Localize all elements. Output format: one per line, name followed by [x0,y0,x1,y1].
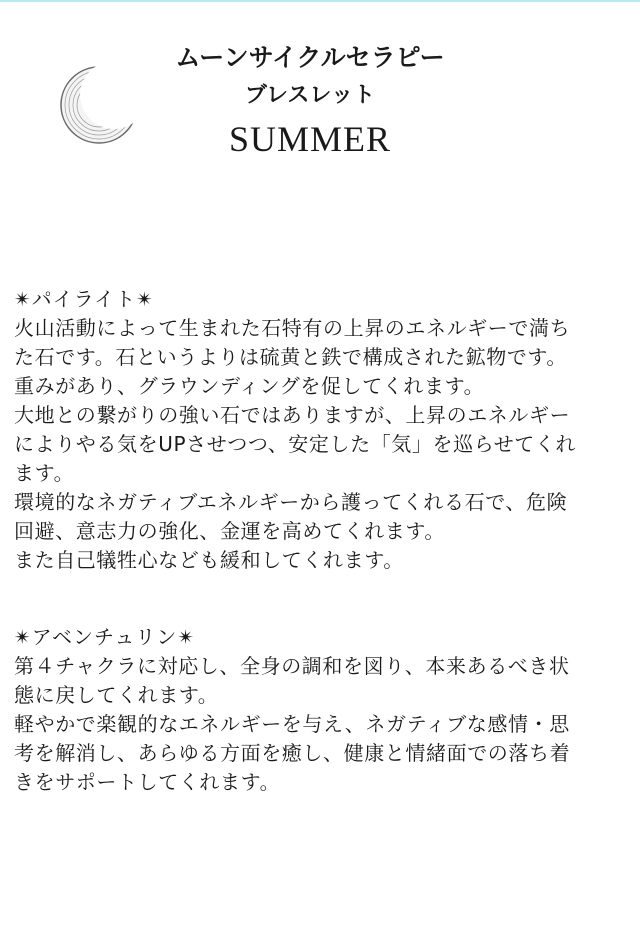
section-aventurine [14,622,634,797]
season-label: SUMMER [228,119,392,159]
text-line: 態に戻してくれます。 [14,683,219,707]
text-line: ます。 [14,461,75,485]
crescent-moon-icon [56,62,142,148]
text-line: 火山活動によって生まれた石特有の上昇のエネルギーで満ち [14,316,571,340]
text-line: 考を解消し、あらゆる方面を癒し、健康と情緒面での落ち着 [14,741,571,765]
text-line: 回避、意志力の強化、金運を高めてくれます。 [14,519,445,543]
text-line: また自己犠牲心なども緩和してくれます。 [14,548,404,572]
section-pyrite [14,284,634,575]
title-block [150,38,470,166]
text-line: によりやる気をUPさせつつ、安定した「気」を巡らせてくれ [14,432,577,456]
section-body [14,314,634,575]
page-title: ムーンサイクルセラピー [175,43,445,72]
text-line: 重みがあり、グラウンディングを促してくれます。 [14,374,485,398]
text-line: た石です。石というよりは硫黄と鉄で構成された鉱物です。 [14,345,567,369]
text-line: 第４チャクラに対応し、全身の調和を図り、本来あるべき状 [14,654,570,678]
section-heading: ✴アベンチュリン✴ [14,625,196,649]
text-line: 環境的なネガティブエネルギーから護ってくれる石で、危険 [14,490,568,514]
text-line: 大地との繋がりの強い石ではありますが、上昇のエネルギー [14,403,571,427]
text-line: きをサポートしてくれます。 [14,770,281,794]
text-line: 軽やかで楽観的なエネルギーを与え、ネガティブな感情・思 [14,712,570,736]
section-body [14,652,634,797]
page-subtitle: ブレスレット [244,82,376,108]
section-heading: ✴パイライト✴ [14,287,154,311]
top-divider [0,0,640,2]
